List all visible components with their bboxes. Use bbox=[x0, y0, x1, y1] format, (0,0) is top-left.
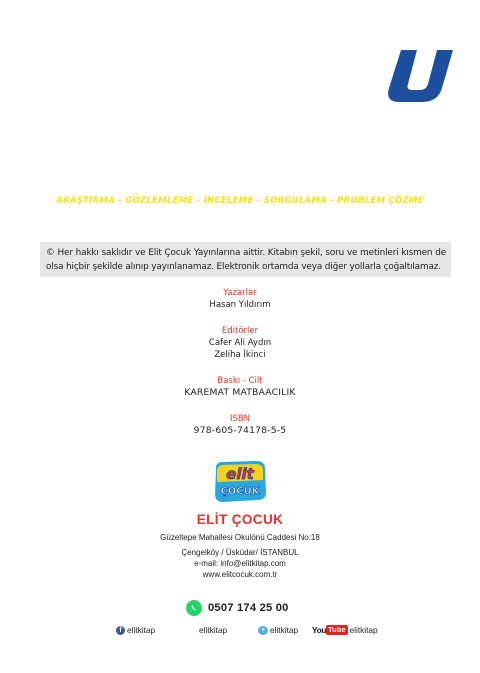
print-section bbox=[0, 375, 480, 399]
publisher-name: ELİT ÇOCUK bbox=[196, 512, 284, 527]
publisher-corner-logo bbox=[387, 50, 457, 102]
whatsapp-icon bbox=[186, 600, 202, 616]
instagram-handle: elitkitap bbox=[199, 625, 228, 635]
isbn-section bbox=[0, 413, 480, 437]
social-twitter[interactable] bbox=[258, 624, 298, 636]
editors-section bbox=[0, 325, 480, 361]
authors-label: Yazarlar bbox=[223, 288, 257, 298]
facebook-handle: elitkitap bbox=[127, 625, 156, 635]
twitter-handle: elitkitap bbox=[270, 625, 299, 635]
social-facebook[interactable] bbox=[116, 624, 155, 636]
twitter-icon: ● bbox=[258, 626, 268, 635]
youtube-logo-tube: Tube bbox=[328, 625, 346, 634]
isbn-number: 978-605-74178-5-5 bbox=[193, 425, 287, 436]
editors-label: Editörler bbox=[221, 326, 259, 336]
phone-number: 0507 174 25 00 bbox=[208, 602, 289, 614]
printer-name: KAREMAT MATBAACILIK bbox=[184, 387, 296, 398]
isbn-label: ISBN bbox=[229, 414, 251, 424]
youtube-handle: elitkitap bbox=[349, 625, 378, 635]
facebook-icon: f bbox=[116, 626, 125, 635]
publisher-email: e-mail: info@elitkitap.com bbox=[194, 559, 286, 568]
youtube-logo-you: You bbox=[312, 625, 327, 635]
logo-cocuk-text: ÇOCUK bbox=[220, 486, 260, 497]
editor-name: Zeliha İkinci bbox=[214, 350, 266, 360]
phone-row bbox=[186, 598, 289, 618]
publisher-address-line-2: Çengelköy / Üsküdar/ İSTANBUL bbox=[181, 548, 299, 557]
authors-section bbox=[0, 287, 480, 311]
publisher-website: www.elitcocuk.com.tr bbox=[202, 570, 278, 579]
elit-cocuk-logo bbox=[211, 458, 269, 504]
print-label: Baskı - Cilt bbox=[217, 376, 263, 386]
social-youtube[interactable] bbox=[312, 624, 378, 636]
copyright-notice: © Her hakkı saklıdır ve Elit Çocuk Yayınlarına aittir. Kitabın şekil, soru ve metinleri kısmen de olsa hiçbir şekilde alınıp yayınlanamaz. Elektronik ortamda veya diğer yollarla çoğaltılamaz. bbox=[40, 242, 451, 277]
publisher-address-line-1: Güzeltepe Mahallesi Okulönü Caddesi No:18 bbox=[160, 533, 320, 542]
social-instagram[interactable] bbox=[199, 624, 227, 636]
author-name: Hasan Yıldırım bbox=[209, 300, 271, 310]
editor-name: Cafer Ali Aydın bbox=[208, 338, 272, 348]
logo-elit-text: elit bbox=[226, 465, 254, 483]
tagline: ARAŞTIRMA - GÖZLEMLEME - İNCELEME - SORGULAMA - PROBLEM ÇÖZME bbox=[56, 196, 424, 206]
